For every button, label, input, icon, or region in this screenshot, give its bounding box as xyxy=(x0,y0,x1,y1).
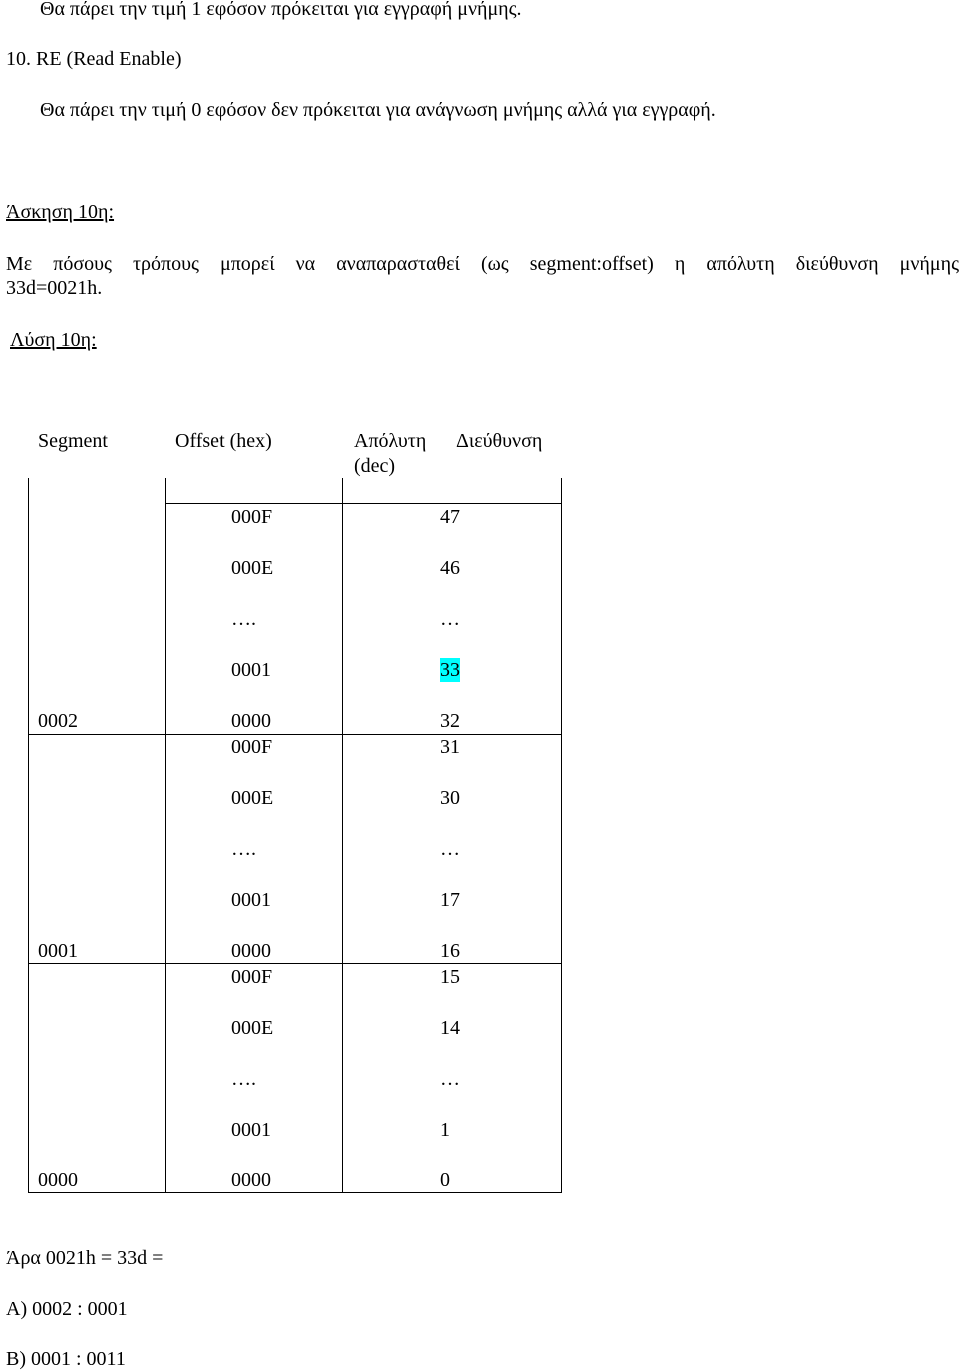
solution-heading: Λύση 10η: xyxy=(10,329,97,351)
table-cell-absolute: 31 xyxy=(440,736,460,758)
table-cell-offset: 0001 xyxy=(231,889,271,911)
header-offset: Offset (hex) xyxy=(175,430,272,452)
table-cell-absolute: … xyxy=(440,838,460,860)
table-divider-1 xyxy=(165,478,166,1193)
header-absolute: Απόλυτη xyxy=(354,430,427,452)
table-cell-offset: 0000 xyxy=(231,940,271,962)
table-cell-offset: 0000 xyxy=(231,710,271,732)
table-cell-offset: …. xyxy=(231,1068,256,1090)
table-rule-top xyxy=(165,503,562,504)
table-cell-absolute: 17 xyxy=(440,889,460,911)
table-divider-2 xyxy=(342,478,343,1193)
table-cell-offset: 0000 xyxy=(231,1169,271,1191)
table-cell-absolute: … xyxy=(440,608,460,630)
table-cell-segment: 0000 xyxy=(38,1169,78,1191)
table-cell-offset: 000E xyxy=(231,557,274,579)
intro-item-10: 10. RE (Read Enable) xyxy=(6,48,182,70)
table-cell-absolute: 1 xyxy=(440,1119,450,1141)
header-segment: Segment xyxy=(38,430,108,452)
table-cell-absolute: 46 xyxy=(440,557,460,579)
header-dec: (dec) xyxy=(354,455,396,477)
table-border-left xyxy=(28,478,29,1193)
table-cell-absolute: 47 xyxy=(440,506,460,528)
table-cell-offset: 000E xyxy=(231,1017,274,1039)
intro-line-1: Θα πάρει την τιμή 1 εφόσον πρόκειται για εγγραφή μνήμης. xyxy=(40,0,522,20)
table-rule-bottom xyxy=(28,1192,562,1193)
exercise-text-line-2: 33d=0021h. xyxy=(6,277,103,299)
conclusion-line: Άρα 0021h = 33d = xyxy=(6,1247,164,1269)
table-cell-absolute: … xyxy=(440,1068,460,1090)
table-cell-absolute: 30 xyxy=(440,787,460,809)
table-cell-segment: 0001 xyxy=(38,940,78,962)
table-cell-segment: 0002 xyxy=(38,710,78,732)
table-cell-offset: …. xyxy=(231,838,256,860)
table-cell-offset: …. xyxy=(231,608,256,630)
table-cell-offset: 0001 xyxy=(231,659,271,681)
table-cell-absolute: 14 xyxy=(440,1017,460,1039)
exercise-text-line-1: Με πόσους τρόπους μπορεί να αναπαρασταθεί (ως segment:offset) η απόλυτη διεύθυνση μνήμης xyxy=(6,253,959,275)
exercise-heading: Άσκηση 10η: xyxy=(6,201,115,223)
header-address: Διεύθυνση xyxy=(456,430,543,452)
option-a: Α) 0002 : 0001 xyxy=(6,1298,128,1320)
table-border-right xyxy=(561,478,562,1193)
table-cell-absolute: 16 xyxy=(440,940,460,962)
option-b: Β) 0001 : 0011 xyxy=(6,1348,126,1370)
table-rule-group-2 xyxy=(28,963,562,964)
table-rule-group-1 xyxy=(28,734,562,735)
table-cell-offset: 000F xyxy=(231,736,273,758)
intro-line-2: Θα πάρει την τιμή 0 εφόσον δεν πρόκειται για ανάγνωση μνήμης αλλά για εγγραφή. xyxy=(40,99,716,121)
table-cell-offset: 0001 xyxy=(231,1119,271,1141)
table-cell-offset: 000F xyxy=(231,966,273,988)
table-cell-offset: 000E xyxy=(231,787,274,809)
table-cell-absolute: 32 xyxy=(440,710,460,732)
table-cell-offset: 000F xyxy=(231,506,273,528)
table-cell-absolute: 0 xyxy=(440,1169,450,1191)
table-cell-absolute: 15 xyxy=(440,966,460,988)
table-cell-absolute-highlighted: 33 xyxy=(440,659,460,681)
